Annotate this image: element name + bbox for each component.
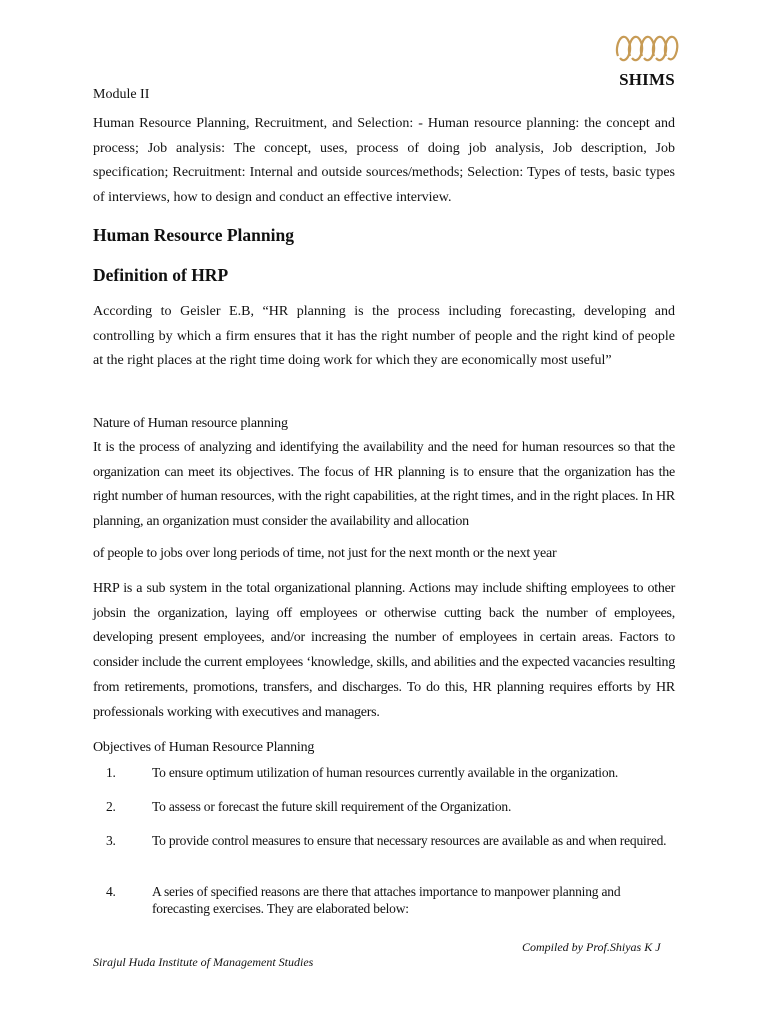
- nature-heading: Nature of Human resource planning: [93, 416, 288, 431]
- nature-paragraph-cont: of people to jobs over long periods of time, not just for the next month or the next year: [93, 546, 557, 561]
- shims-logo: [612, 26, 682, 94]
- objective-number: 1.: [106, 765, 116, 780]
- objective-text: To provide control measures to ensure that necessary resources are available as and when required.: [152, 833, 667, 848]
- footer-compiled-by: Compiled by Prof.Shiyas K J: [522, 940, 661, 954]
- objective-number: 4.: [106, 884, 116, 899]
- logo-waves-icon: [612, 26, 682, 70]
- objective-text: To ensure optimum utilization of human resources currently available in the organization.: [152, 765, 619, 780]
- objectives-heading: Objectives of Human Resource Planning: [93, 740, 315, 755]
- syllabus-paragraph: Human Resource Planning, Recruitment, and Selection: - Human resource planning: the concept and process; Job analysis: The concept, uses, process of doing job analysis, Job description, Job specification; Recruitment: Internal and outside sources/methods; Selection: Types of tests, basic types of interviews, how to design and conduct an effective interview.: [93, 116, 675, 206]
- objective-number: 2.: [106, 799, 116, 814]
- objective-text: A series of specified reasons are there that attaches importance to manpower planning and forecasting exercises. They are elaborated below:: [152, 884, 621, 916]
- objective-number: 3.: [106, 833, 116, 848]
- objective-text: To assess or forecast the future skill requirement of the Organization.: [152, 799, 512, 814]
- logo-text: SHIMS: [619, 70, 675, 89]
- heading-definition: Definition of HRP: [93, 265, 229, 285]
- nature-paragraph: It is the process of analyzing and identifying the availability and the need for human resources so that the organization can meet its objectives. The focus of HR planning is to ensure that the organization has the right number of human resources, with the right capabilities, at the right times, and in the right places. In HR planning, an organization must consider the availability and allocation: [93, 440, 675, 530]
- definition-paragraph: According to Geisler E.B, “HR planning is the process including forecasting, developing and controlling by which a firm ensures that it has the right number of people and the right kind of people at the right places at the right time doing work for which they are economically most useful”: [93, 304, 675, 369]
- heading-hrp: Human Resource Planning: [93, 225, 294, 245]
- footer-institute: Sirajul Huda Institute of Management Studies: [93, 955, 314, 969]
- subsystem-paragraph: HRP is a sub system in the total organizational planning. Actions may include shifting employees to other jobsin the organization, laying off employees or otherwise cutting back the number of employees, developing present employees, and/or increasing the number of employees in certain areas. Factors to consider include the current employees ‘knowledge, skills, and abilities and the expected vacancies resulting from retirements, promotions, transfers, and discharges. To do this, HR planning requires efforts by HR professionals working with executives and managers.: [93, 581, 675, 720]
- module-title: Module II: [93, 87, 150, 102]
